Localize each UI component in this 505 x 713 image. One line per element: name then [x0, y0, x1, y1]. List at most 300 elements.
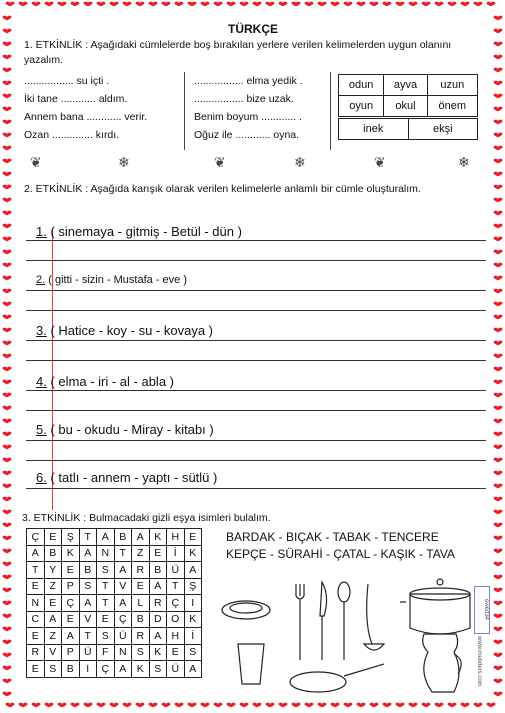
heart-icon	[494, 16, 503, 21]
sentence: Ozan .............. kırdı.	[24, 129, 120, 141]
sentence: Oğuz ile ............ oyna.	[194, 129, 300, 141]
heart-icon	[494, 471, 503, 476]
grid-cell: S	[97, 562, 115, 579]
heart-icon	[494, 640, 503, 645]
heart-icon	[494, 692, 503, 697]
word-cell: ayva	[384, 75, 427, 96]
grid-cell: A	[97, 529, 115, 546]
grid-cell: A	[132, 529, 150, 546]
heart-icon	[494, 679, 503, 684]
pot-icon	[400, 579, 474, 634]
heart-icon	[58, 2, 67, 7]
heart-icon	[494, 575, 503, 580]
grid-cell: V	[79, 611, 97, 628]
heart-icon	[71, 703, 80, 708]
item-words: ( sinemaya - gitmiş - Betül - dün )	[50, 224, 242, 239]
heart-icon	[331, 2, 340, 7]
heart-icon	[3, 692, 12, 697]
grid-cell: S	[44, 661, 62, 678]
heart-icon	[494, 666, 503, 671]
heart-icon	[494, 367, 503, 372]
grid-cell: S	[132, 644, 150, 661]
heart-icon	[175, 2, 184, 7]
snowflake-icon: ❄	[118, 154, 130, 170]
heart-icon	[3, 107, 12, 112]
heart-icon	[494, 419, 503, 424]
item-number: 1.	[36, 224, 47, 239]
heart-icon	[494, 172, 503, 177]
grid-cell: V	[44, 644, 62, 661]
grid-cell: A	[62, 628, 80, 645]
spoon-icon	[338, 582, 350, 660]
glass-icon	[238, 644, 264, 684]
heart-icon	[494, 536, 503, 541]
heart-icon	[494, 458, 503, 463]
sentence-item-2	[36, 274, 187, 286]
grid-cell: B	[114, 529, 132, 546]
heart-icon	[3, 653, 12, 658]
heart-icon	[494, 263, 503, 268]
grid-cell: T	[79, 529, 97, 546]
heart-icon	[3, 614, 12, 619]
heart-icon	[344, 703, 353, 708]
heart-icon	[3, 458, 12, 463]
heart-icon	[162, 703, 171, 708]
heart-icon	[45, 703, 54, 708]
heart-icon	[32, 703, 41, 708]
heart-icon	[494, 380, 503, 385]
heart-icon	[494, 341, 503, 346]
snowflake-icon: ❄	[458, 154, 470, 170]
grid-cell: I	[79, 661, 97, 678]
grid-cell: O	[167, 611, 185, 628]
heart-icon	[435, 2, 444, 7]
heart-icon	[3, 562, 12, 567]
grid-cell: E	[97, 611, 115, 628]
grid-row	[27, 595, 202, 612]
snowflake-icon: ❄	[294, 154, 306, 170]
grid-cell: A	[149, 578, 167, 595]
grid-cell: A	[184, 661, 202, 678]
heart-icon	[344, 2, 353, 7]
heart-icon	[494, 614, 503, 619]
heart-icon	[435, 703, 444, 708]
grid-cell: I	[184, 595, 202, 612]
grid-cell: S	[149, 661, 167, 678]
heart-icon	[448, 2, 457, 7]
word-cell: uzun	[427, 75, 477, 96]
heart-icon	[3, 263, 12, 268]
grid-row	[27, 644, 202, 661]
grid-cell: Ü	[114, 628, 132, 645]
heart-icon	[3, 627, 12, 632]
heart-icon	[487, 703, 496, 708]
heart-icon	[422, 2, 431, 7]
ornament-icon: ❦	[30, 154, 42, 170]
writing-line	[26, 360, 486, 361]
heart-icon	[32, 2, 41, 7]
heart-icon	[494, 185, 503, 190]
word-search-grid	[26, 528, 202, 678]
grid-cell: E	[44, 595, 62, 612]
heart-icon	[3, 302, 12, 307]
heart-icon	[175, 703, 184, 708]
item-words: ( gitti - sizin - Mustafa - eve )	[48, 274, 188, 286]
heart-icon	[494, 55, 503, 60]
heart-icon	[3, 666, 12, 671]
sentence: İki tane ............ aldım.	[24, 93, 128, 105]
heart-icon	[162, 2, 171, 7]
heart-icon	[409, 2, 418, 7]
heart-icon	[494, 588, 503, 593]
heart-icon	[3, 419, 12, 424]
divider	[184, 72, 185, 150]
heart-icon	[214, 703, 223, 708]
heart-icon	[3, 185, 12, 190]
heart-icon	[266, 2, 275, 7]
heart-icon	[494, 445, 503, 450]
word-cell: inek	[339, 119, 409, 140]
sentence: ................. elma yedik .	[194, 75, 303, 87]
grid-cell: R	[132, 628, 150, 645]
heart-icon	[305, 703, 314, 708]
grid-cell: F	[97, 644, 115, 661]
grid-cell: A	[27, 545, 45, 562]
heart-icon	[448, 703, 457, 708]
grid-cell: N	[27, 595, 45, 612]
heart-icon	[3, 120, 12, 125]
divider	[330, 72, 331, 150]
item-words: ( Hatice - koy - su - kovaya )	[50, 323, 214, 338]
heart-icon	[494, 120, 503, 125]
grid-cell: L	[132, 595, 150, 612]
heart-icon	[494, 68, 503, 73]
logo-badge: ewed34	[474, 586, 490, 634]
etkinlik1-right-sentences	[194, 72, 303, 144]
heart-icon	[279, 2, 288, 7]
heart-icon	[240, 703, 249, 708]
etkinlik1-left-sentences	[24, 72, 147, 144]
heart-icon	[396, 703, 405, 708]
writing-line	[26, 410, 486, 411]
grid-cell: A	[149, 628, 167, 645]
heart-icon	[253, 2, 262, 7]
worksheet	[18, 14, 488, 700]
sentence-item-1	[36, 224, 242, 239]
heart-icon	[494, 159, 503, 164]
grid-row	[27, 562, 202, 579]
heart-icon	[292, 703, 301, 708]
heart-icon	[3, 406, 12, 411]
grid-cell: K	[149, 529, 167, 546]
heart-icon	[494, 276, 503, 281]
grid-row	[27, 545, 202, 562]
heart-icon	[494, 549, 503, 554]
grid-cell: N	[114, 644, 132, 661]
word-box-bottom	[338, 118, 478, 140]
heart-icon	[3, 81, 12, 86]
heart-icon	[3, 328, 12, 333]
item-number: 3.	[36, 323, 47, 338]
heart-icon	[110, 2, 119, 7]
ladle-icon	[364, 584, 384, 650]
heart-icon	[3, 146, 12, 151]
grid-cell: Ü	[167, 562, 185, 579]
grid-cell: E	[149, 545, 167, 562]
knife-icon	[320, 582, 327, 660]
heart-icon	[3, 393, 12, 398]
heart-icon	[494, 315, 503, 320]
heart-icon	[3, 224, 12, 229]
heart-icon	[494, 133, 503, 138]
heart-icon	[84, 2, 93, 7]
jug-icon	[423, 634, 462, 692]
heart-icon	[494, 289, 503, 294]
heart-icon	[494, 432, 503, 437]
writing-line	[26, 460, 486, 461]
sentence-item-3	[36, 323, 213, 338]
grid-cell: B	[132, 611, 150, 628]
sentence-item-4	[36, 374, 174, 389]
heart-icon	[409, 703, 418, 708]
etkinlik1-instruction: 1. ETKİNLİK : Aşağıdaki cümlelerde boş bırakılan yerlere verilen kelimelerden uygun olanını yazalım.	[24, 39, 452, 66]
heart-icon	[188, 703, 197, 708]
heart-icon	[3, 16, 12, 21]
heart-icon	[3, 445, 12, 450]
writing-line	[26, 390, 486, 391]
heart-icon	[3, 289, 12, 294]
heart-icon	[318, 703, 327, 708]
heart-icon	[3, 601, 12, 606]
page-title: TÜRKÇE	[228, 22, 278, 36]
heart-icon	[3, 315, 12, 320]
sentence: ................. bize uzak.	[194, 93, 294, 105]
grid-cell: Y	[44, 562, 62, 579]
heart-icon	[3, 367, 12, 372]
grid-cell: İ	[167, 545, 185, 562]
ornament-icon: ❦	[214, 154, 226, 170]
grid-cell: E	[62, 611, 80, 628]
heart-icon	[58, 703, 67, 708]
grid-cell: Ş	[184, 578, 202, 595]
grid-cell: A	[184, 562, 202, 579]
word-cell: odun	[339, 75, 384, 96]
heart-icon	[3, 237, 12, 242]
heart-icon	[494, 328, 503, 333]
heart-icon	[494, 198, 503, 203]
heart-icon	[494, 237, 503, 242]
heart-icon	[3, 510, 12, 515]
grid-cell: A	[79, 545, 97, 562]
heart-icon	[3, 55, 12, 60]
heart-icon	[494, 653, 503, 658]
hidden-words-line2: KEPÇE - SÜRAHİ - ÇATAL - KAŞIK - TAVA	[226, 547, 455, 561]
heart-icon	[357, 2, 366, 7]
heart-icon	[3, 484, 12, 489]
heart-icon	[494, 107, 503, 112]
grid-cell: V	[114, 578, 132, 595]
red-margin-line	[52, 230, 53, 510]
grid-cell: T	[114, 545, 132, 562]
heart-icon	[3, 341, 12, 346]
writing-line	[26, 260, 486, 261]
item-words: ( bu - okudu - Miray - kitabı )	[50, 422, 214, 437]
heart-icon	[494, 94, 503, 99]
grid-cell: H	[167, 529, 185, 546]
heart-icon	[3, 523, 12, 528]
heart-icon	[422, 703, 431, 708]
grid-cell: E	[167, 644, 185, 661]
grid-cell: E	[27, 661, 45, 678]
grid-cell: E	[132, 578, 150, 595]
grid-cell: A	[79, 595, 97, 612]
heart-icon	[461, 703, 470, 708]
heart-icon	[3, 536, 12, 541]
etkinlik3-instruction: 3. ETKİNLİK : Bulmacadaki gizli eşya isimleri bulalım.	[22, 512, 271, 524]
grid-cell: Z	[132, 545, 150, 562]
heart-icon	[494, 393, 503, 398]
fork-icon	[296, 584, 304, 660]
heart-icon	[3, 42, 12, 47]
heart-icon	[97, 2, 106, 7]
heart-icon	[123, 703, 132, 708]
grid-cell: T	[79, 628, 97, 645]
grid-cell: B	[44, 545, 62, 562]
heart-icon	[494, 627, 503, 632]
grid-cell: Ü	[167, 661, 185, 678]
grid-cell: E	[27, 578, 45, 595]
grid-row	[27, 611, 202, 628]
heart-icon	[6, 2, 15, 7]
word-box	[338, 74, 478, 117]
heart-icon	[487, 2, 496, 7]
heart-icon	[201, 703, 210, 708]
grid-cell: K	[62, 545, 80, 562]
grid-cell: A	[114, 661, 132, 678]
heart-icon	[84, 703, 93, 708]
heart-icon	[97, 703, 106, 708]
heart-icon	[494, 562, 503, 567]
heart-icon	[279, 703, 288, 708]
grid-cell: Z	[44, 578, 62, 595]
item-number: 4.	[36, 374, 47, 389]
heart-icon	[3, 588, 12, 593]
grid-cell: D	[149, 611, 167, 628]
item-number: 6.	[36, 470, 47, 485]
grid-cell: E	[62, 562, 80, 579]
heart-icon	[494, 484, 503, 489]
heart-icon	[6, 703, 15, 708]
heart-icon	[357, 703, 366, 708]
grid-cell: N	[97, 545, 115, 562]
grid-cell: S	[184, 644, 202, 661]
grid-cell: K	[132, 661, 150, 678]
heart-icon	[3, 68, 12, 73]
heart-icon	[3, 575, 12, 580]
heart-icon	[149, 2, 158, 7]
grid-cell: P	[62, 644, 80, 661]
heart-icon	[494, 211, 503, 216]
hidden-words-line1: BARDAK - BIÇAK - TABAK - TENCERE	[226, 530, 439, 544]
grid-cell: B	[79, 562, 97, 579]
heart-icon	[19, 703, 28, 708]
heart-icon	[331, 703, 340, 708]
grid-cell: E	[27, 628, 45, 645]
heart-icon	[71, 2, 80, 7]
grid-cell: Ç	[114, 611, 132, 628]
ornament-icon: ❦	[374, 154, 386, 170]
heart-icon	[461, 2, 470, 7]
grid-cell: Ç	[62, 595, 80, 612]
grid-cell: E	[44, 529, 62, 546]
heart-icon	[136, 703, 145, 708]
heart-icon	[123, 2, 132, 7]
heart-icon	[45, 2, 54, 7]
heart-icon	[396, 2, 405, 7]
heart-icon	[136, 2, 145, 7]
heart-icon	[3, 211, 12, 216]
heart-icon	[188, 2, 197, 7]
sentence-item-6	[36, 470, 217, 485]
heart-icon	[3, 94, 12, 99]
kitchen-items-illustration	[218, 564, 474, 699]
heart-icon	[292, 2, 301, 7]
grid-cell: T	[97, 578, 115, 595]
pan-icon	[290, 664, 384, 692]
writing-line	[26, 440, 486, 441]
writing-line	[26, 240, 486, 241]
heart-icon	[494, 302, 503, 307]
heart-icon	[494, 354, 503, 359]
word-cell: oyun	[339, 96, 384, 117]
heart-icon	[494, 42, 503, 47]
etkinlik2-instruction: 2. ETKİNLİK : Aşağıda karışık olarak verilen kelimelerle anlamlı bir cümle oluşturalım.	[24, 183, 421, 195]
grid-cell: P	[62, 578, 80, 595]
grid-cell: K	[184, 545, 202, 562]
item-number: 5.	[36, 422, 47, 437]
grid-cell: A	[114, 562, 132, 579]
heart-icon	[227, 703, 236, 708]
heart-icon	[494, 81, 503, 86]
website-text: www.mebders.com	[476, 636, 482, 687]
word-cell: okul	[384, 96, 427, 117]
heart-icon	[494, 146, 503, 151]
word-cell: ekşi	[408, 119, 477, 140]
grid-cell: B	[62, 661, 80, 678]
sentence: Annem bana ............ verir.	[24, 111, 148, 123]
heart-icon	[3, 354, 12, 359]
heart-icon	[494, 224, 503, 229]
writing-line	[26, 488, 486, 489]
heart-icon	[240, 2, 249, 7]
heart-icon	[370, 2, 379, 7]
sentence: Benim boyum ............ .	[194, 111, 302, 123]
heart-icon	[3, 276, 12, 281]
heart-icon	[3, 380, 12, 385]
heart-icon	[383, 703, 392, 708]
plate-icon	[222, 601, 270, 619]
grid-cell: A	[44, 611, 62, 628]
grid-cell: R	[132, 562, 150, 579]
heart-icon	[3, 29, 12, 34]
heart-icon	[474, 2, 483, 7]
heart-icon	[494, 29, 503, 34]
heart-icon	[3, 159, 12, 164]
heart-icon	[266, 703, 275, 708]
heart-icon	[3, 172, 12, 177]
grid-cell: K	[184, 611, 202, 628]
writing-line	[26, 340, 486, 341]
